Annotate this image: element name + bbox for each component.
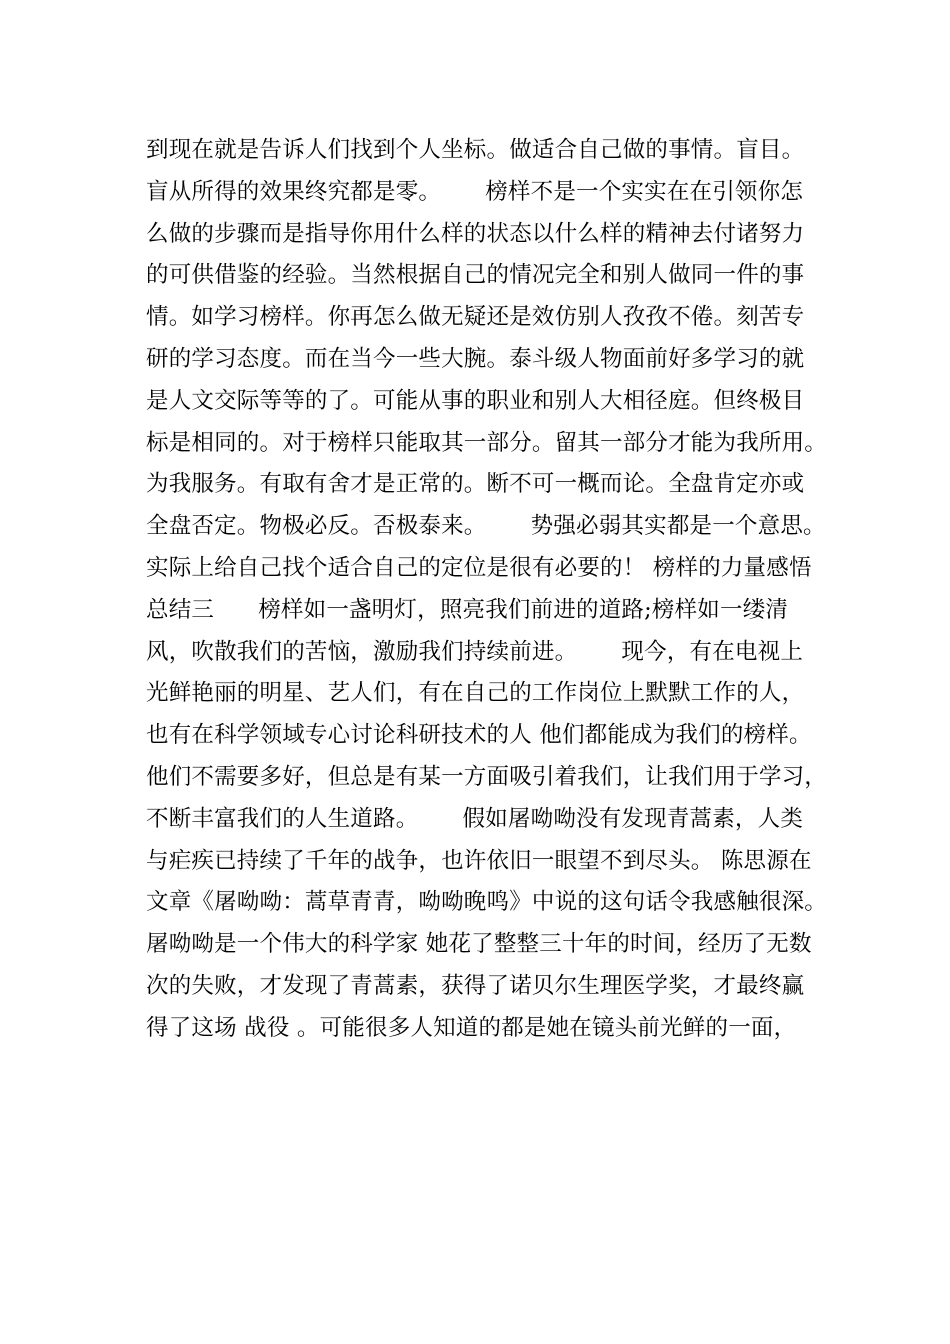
text-line: 次的失败，才发现了青蒿素，获得了诺贝尔生理医学奖，才最终赢 bbox=[146, 972, 805, 999]
text-line: 总结三 榜样如一盏明灯，照亮我们前进的道路;榜样如一缕清 bbox=[146, 596, 789, 623]
text-line: 么做的步骤而是指导你用什么样的状态以什么样的精神去付诸努力 bbox=[146, 220, 805, 247]
text-line: 他们不需要多好，但总是有某一方面吸引着我们，让我们用于学习， bbox=[146, 763, 828, 790]
text-line: 的可供借鉴的经验。当然根据自己的情况完全和别人做同一件的事 bbox=[146, 262, 805, 289]
text-line: 文章《屠呦呦：蒿草青青，呦呦晚鸣》中说的这句话令我感触很深。 bbox=[146, 889, 828, 916]
body-text bbox=[146, 130, 836, 1050]
text-line: 盲从所得的效果终究都是零。 榜样不是一个实实在在引领你怎 bbox=[146, 178, 804, 205]
text-line: 风，吹散我们的苦恼，激励我们持续前进。 现今，有在电视上 bbox=[146, 638, 804, 665]
text-line: 实际上给自己找个适合自己的定位是很有必要的！ 榜样的力量感悟 bbox=[146, 554, 812, 581]
text-line: 光鲜艳丽的明星、艺人们，有在自己的工作岗位上默默工作的人， bbox=[146, 680, 805, 707]
text-line: 得了这场 战役 。可能很多人知道的都是她在镜头前光鲜的一面， bbox=[146, 1014, 797, 1041]
text-line: 到现在就是告诉人们找到个人坐标。做适合自己做的事情。盲目。 bbox=[146, 137, 805, 163]
text-line: 是人文交际等等的了。可能从事的职业和别人大相径庭。但终极目 bbox=[146, 387, 805, 414]
text-line: 情。如学习榜样。你再怎么做无疑还是效仿别人孜孜不倦。刻苦专 bbox=[146, 304, 805, 331]
text-line: 也有在科学领域专心讨论科研技术的人 他们都能成为我们的榜样。 bbox=[146, 722, 812, 749]
text-line: 不断丰富我们的人生道路。 假如屠呦呦没有发现青蒿素，人类 bbox=[146, 805, 804, 832]
text-line: 全盘否定。物极必反。否极泰来。 势强必弱其实都是一个意思。 bbox=[146, 513, 826, 540]
text-line: 标是相同的。对于榜样只能取其一部分。留其一部分才能为我所用。 bbox=[146, 429, 828, 456]
text-line: 研的学习态度。而在当今一些大腕。泰斗级人物面前好多学习的就 bbox=[146, 345, 805, 372]
text-line: 与疟疾已持续了千年的战争，也许依旧一眼望不到尽头。 陈思源在 bbox=[146, 847, 812, 874]
text-line: 屠呦呦是一个伟大的科学家 她花了整整三十年的时间，经历了无数 bbox=[146, 931, 812, 958]
text-line: 为我服务。有取有舍才是正常的。断不可一概而论。全盘肯定亦或 bbox=[146, 471, 805, 498]
